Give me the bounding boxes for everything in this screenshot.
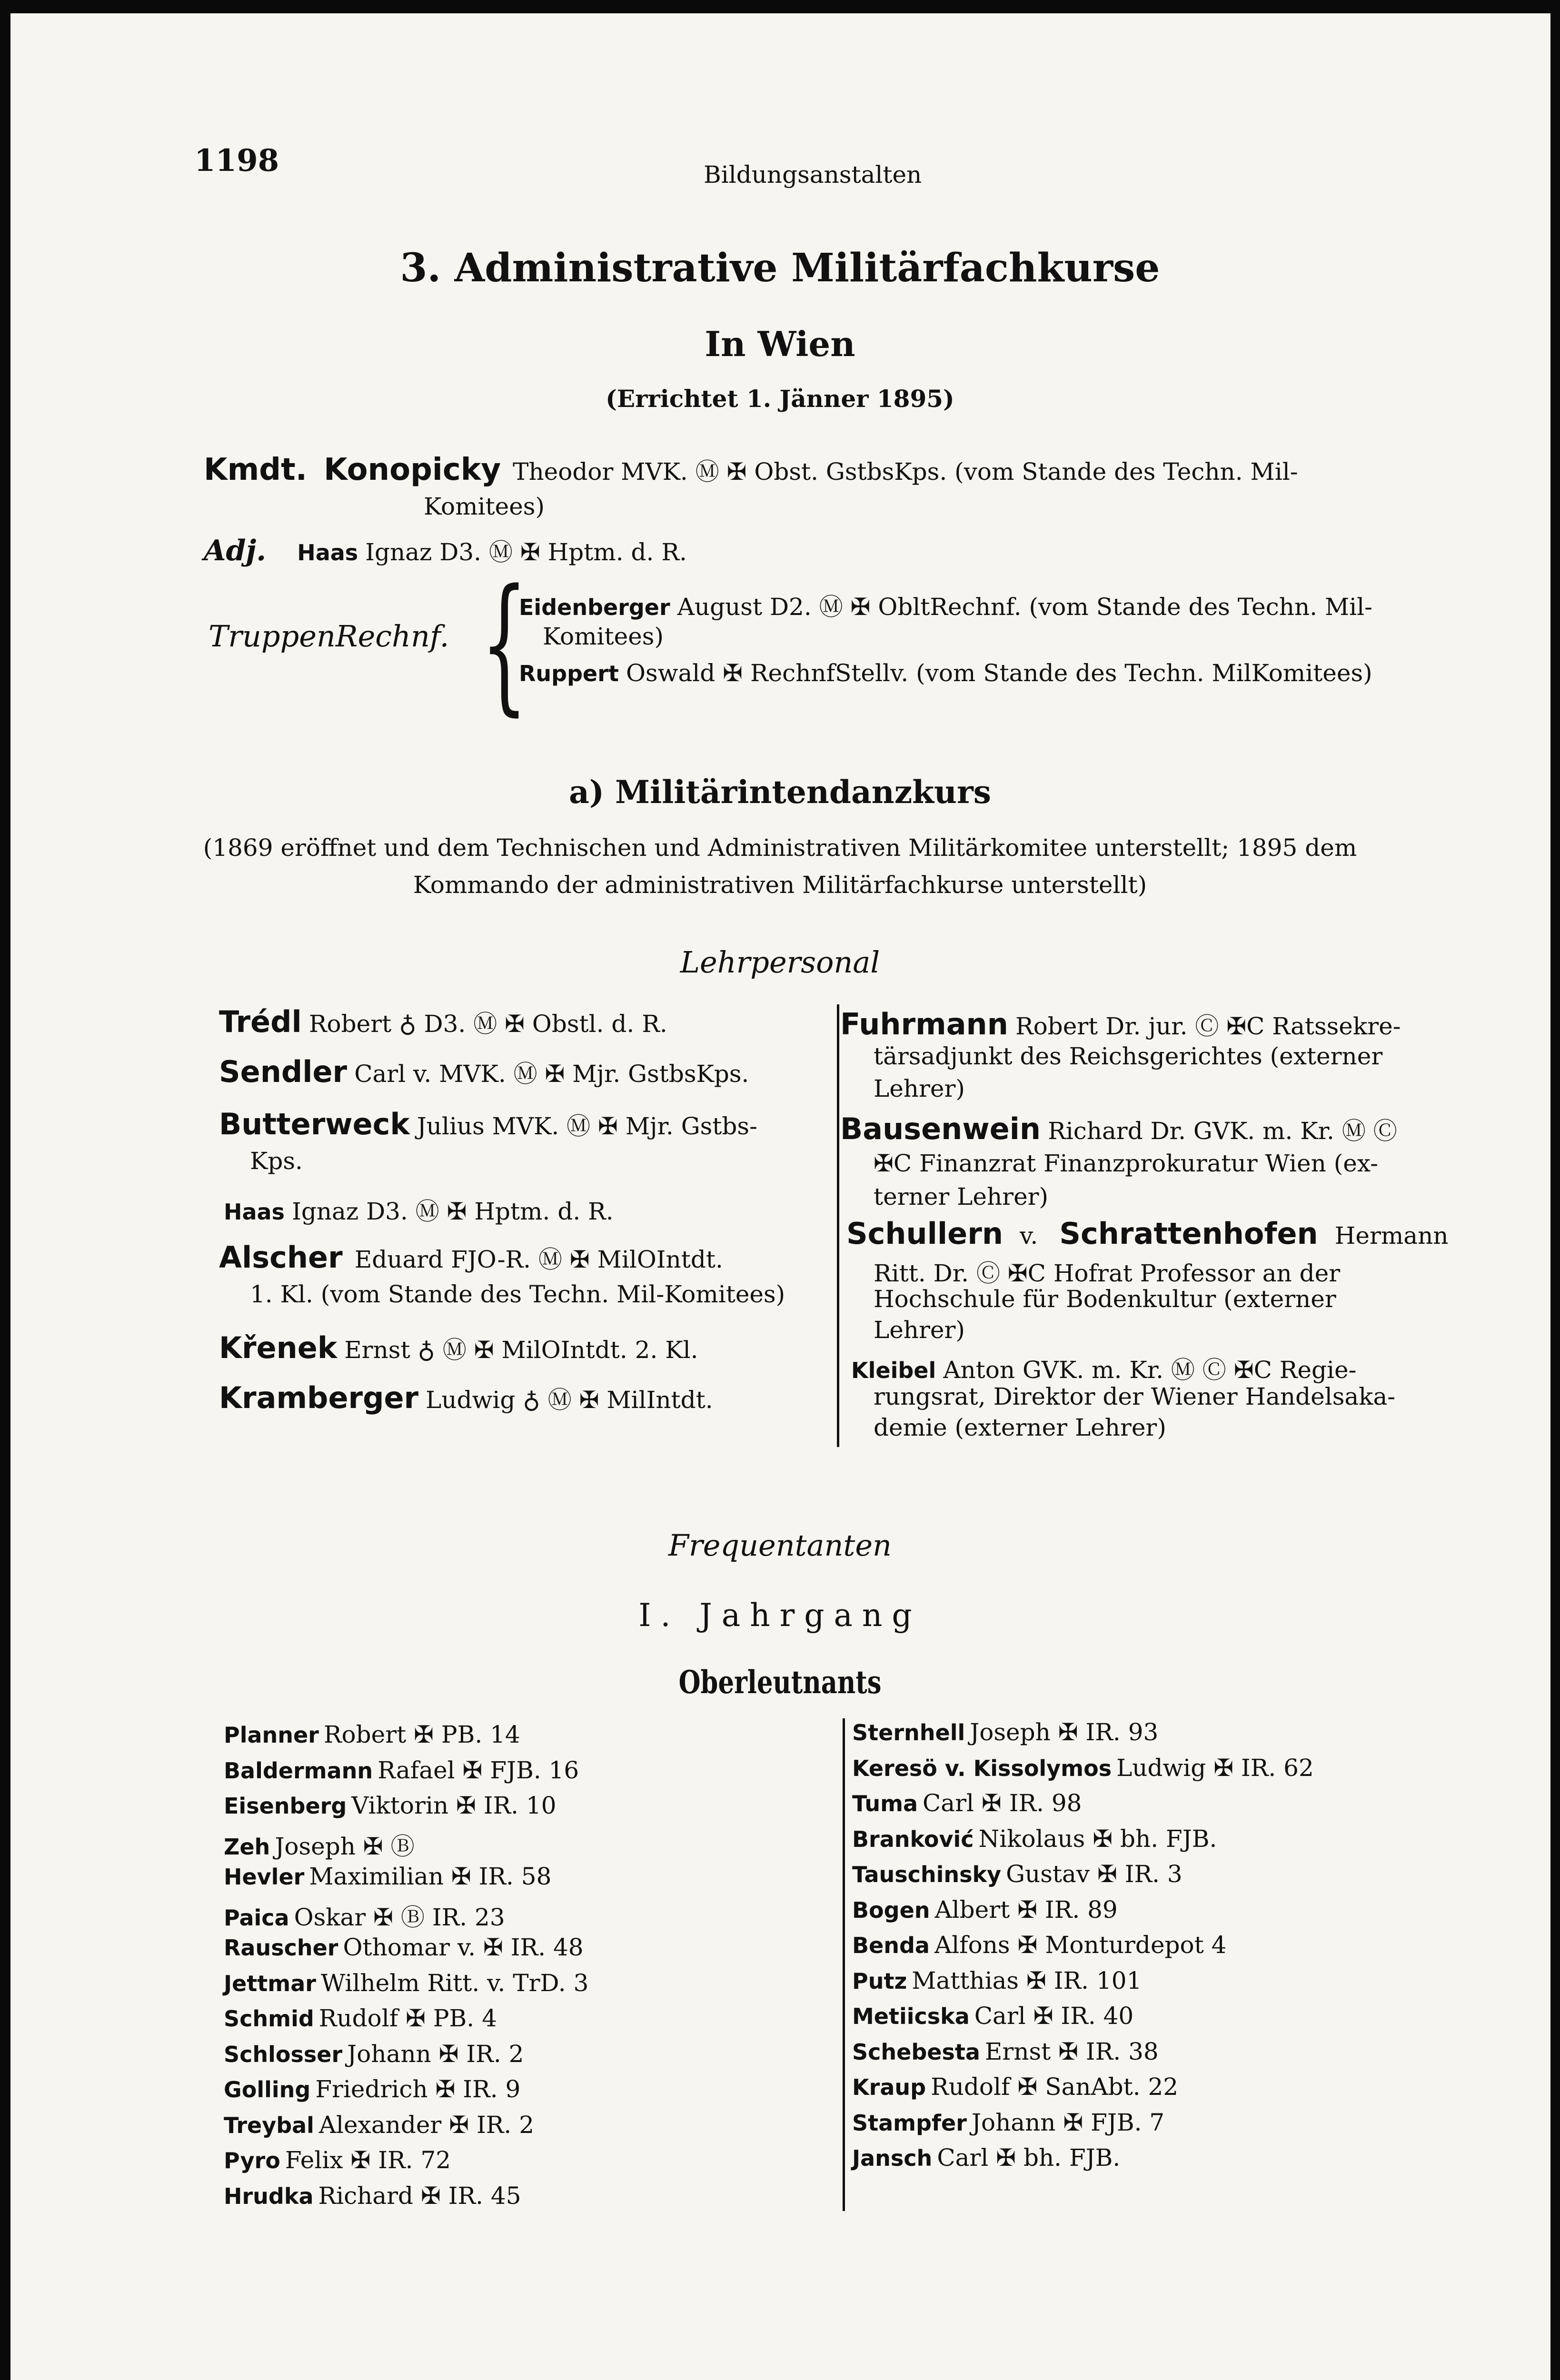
subsection-note-2: Kommando der administrativen Militärfachkurse unterstellt)	[413, 871, 1147, 899]
section-established: (Errichtet 1. Jänner 1895)	[606, 385, 954, 413]
teacher-butterweck	[219, 1107, 757, 1141]
student-name: Schebesta	[852, 2039, 980, 2065]
teacher-name: Kramberger	[219, 1380, 419, 1415]
teacher-name: Schrattenhofen	[1059, 1216, 1318, 1251]
student-name: Tuma	[852, 1791, 918, 1816]
subsection-title: a) Militärintendanzkurs	[569, 774, 991, 811]
teacher-kleibel	[851, 1351, 1356, 1385]
student-text: Matthias ✠ IR. 101	[912, 1966, 1142, 1994]
running-title: Bildungsanstalten	[704, 161, 922, 188]
student-row	[852, 1789, 1082, 1817]
student-name: Jettmar	[224, 1970, 316, 1996]
student-row	[224, 1863, 551, 1890]
teacher-text-cont: Lehrer)	[874, 1075, 965, 1102]
teacher-sendler	[219, 1054, 749, 1089]
student-row	[852, 1754, 1314, 1782]
student-row	[852, 2002, 1133, 2030]
teacher-text-cont: Lehrer)	[874, 1316, 965, 1344]
adj-text: Ignaz D3. Ⓜ ✠ Hptm. d. R.	[365, 538, 687, 566]
student-text: Ernst ✠ IR. 38	[984, 2037, 1159, 2065]
student-row	[224, 1898, 505, 1933]
student-name: Paica	[224, 1904, 289, 1931]
teacher-text: Hermann	[1334, 1222, 1449, 1250]
student-text: Carl ✠ bh. FJB.	[937, 2144, 1121, 2172]
frequentanten-heading: Frequentanten	[668, 1528, 892, 1563]
student-text: Rudolf ✠ PB. 4	[318, 2004, 497, 2032]
student-text: Oskar ✠ Ⓑ IR. 23	[294, 1903, 505, 1931]
adj-entry	[204, 533, 687, 567]
student-row	[852, 1967, 1142, 1994]
student-row	[224, 2182, 521, 2210]
student-name: Treybal	[224, 2112, 314, 2138]
student-text: Nikolaus ✠ bh. FJB.	[978, 1825, 1217, 1853]
student-text: Alfons ✠ Monturdepot 4	[934, 1931, 1227, 1959]
student-name: Sternhell	[852, 1720, 965, 1745]
student-text: Rudolf ✠ SanAbt. 22	[931, 2073, 1179, 2101]
column-divider	[837, 1004, 839, 1447]
adj-name: Haas	[297, 540, 358, 565]
teacher-text-cont: Kps.	[250, 1147, 303, 1175]
teacher-haas	[224, 1192, 614, 1227]
student-name: Stampfer	[852, 2110, 967, 2136]
student-name: Schlosser	[224, 2041, 343, 2067]
student-row	[852, 2038, 1159, 2065]
student-text: Richard ✠ IR. 45	[318, 2182, 521, 2210]
kmdt-name: Konopicky	[324, 452, 501, 487]
student-text: Alexander ✠ IR. 2	[318, 2111, 535, 2139]
teacher-kramberger	[219, 1380, 713, 1415]
teacher-text: v.	[1020, 1222, 1038, 1250]
student-row	[852, 1825, 1217, 1853]
student-name: Kraup	[852, 2074, 926, 2100]
rank-heading: Oberleutnants	[678, 1664, 882, 1701]
teacher-text: Julius MVK. Ⓜ ✠ Mjr. Gstbs-	[417, 1112, 757, 1140]
rechnf1-name: Eidenberger	[519, 595, 670, 620]
student-name: Rauscher	[224, 1935, 338, 1961]
rechnf1-line1: August D2. Ⓜ ✠ ObltRechnf. (vom Stande des Techn. Mil-	[677, 593, 1373, 621]
student-text: Johann ✠ FJB. 7	[971, 2108, 1165, 2136]
lehrpersonal-heading: Lehrpersonal	[680, 945, 880, 980]
teacher-name: Křenek	[219, 1330, 338, 1365]
student-row	[224, 2111, 534, 2139]
teacher-text-cont: demie (externer Lehrer)	[874, 1414, 1166, 1441]
teacher-name: Fuhrmann	[840, 1007, 1008, 1041]
rechnf2-entry	[519, 659, 1372, 687]
teacher-name: Alscher	[219, 1240, 343, 1275]
student-row	[224, 1827, 415, 1862]
student-name: Jansch	[852, 2145, 933, 2171]
rechnf2-name: Ruppert	[519, 661, 619, 686]
teacher-bausenwein	[840, 1111, 1397, 1146]
student-text: Joseph ✠ Ⓑ	[275, 1832, 415, 1860]
teacher-schullern	[846, 1216, 1449, 1251]
student-name: Hrudka	[224, 2183, 314, 2209]
student-text: Carl ✠ IR. 98	[923, 1789, 1082, 1817]
student-text: Maximilian ✠ IR. 58	[309, 1863, 552, 1890]
jahrgang-heading: I. Jahrgang	[638, 1597, 922, 1634]
teacher-text-cont: terner Lehrer)	[874, 1183, 1049, 1210]
student-name: Golling	[224, 2077, 311, 2102]
rechnf2-text: Oswald ✠ RechnfStellv. (vom Stande des Techn. MilKomitees)	[626, 659, 1372, 687]
student-text: Rafael ✠ FJB. 16	[378, 1756, 579, 1784]
kmdt-line2: Komitees)	[424, 493, 545, 520]
teacher-name: Sendler	[219, 1054, 348, 1089]
adj-label: Adj.	[204, 534, 267, 567]
teacher-text: Carl v. MVK. Ⓜ ✠ Mjr. GstbsKps.	[354, 1060, 749, 1088]
teacher-text: Richard Dr. GVK. m. Kr. Ⓜ Ⓒ	[1048, 1117, 1397, 1145]
teacher-text: Eduard FJO-R. Ⓜ ✠ MilOIntdt.	[354, 1246, 723, 1273]
teacher-text-cont: rungsrat, Direktor der Wiener Handelsaka-	[874, 1383, 1396, 1410]
student-row	[852, 2109, 1164, 2136]
teacher-text-cont: Ritt. Dr. Ⓒ ✠C Hofrat Professor an der	[874, 1259, 1341, 1287]
teacher-text-cont: Hochschule für Bodenkultur (externer	[874, 1285, 1336, 1313]
teacher-text: Ludwig ♁ Ⓜ ✠ MilIntdt.	[426, 1386, 713, 1414]
brace: {	[481, 558, 528, 730]
truppen-label: TruppenRechnf.	[209, 619, 449, 654]
section-title: 3. Administrative Militärfachkurse	[400, 245, 1160, 291]
student-text: Wilhelm Ritt. v. TrD. 3	[320, 1969, 589, 1997]
student-name: Planner	[224, 1722, 319, 1748]
student-text: Joseph ✠ IR. 93	[970, 1718, 1159, 1746]
student-name: Benda	[852, 1933, 930, 1958]
teacher-text-cont: tärsadjunkt des Reichsgerichtes (externer	[874, 1042, 1383, 1070]
student-name: Bogen	[852, 1897, 930, 1923]
section-location: In Wien	[705, 324, 855, 364]
rechnf1-line2: Komitees)	[543, 623, 664, 650]
teacher-name: Kleibel	[851, 1358, 936, 1383]
student-text: Othomar v. ✠ IR. 48	[343, 1934, 584, 1961]
student-row	[224, 2004, 497, 2032]
student-text: Carl ✠ IR. 40	[974, 2002, 1134, 2030]
student-text: Friedrich ✠ IR. 9	[315, 2075, 521, 2103]
student-row	[852, 2073, 1178, 2101]
student-name: Schmid	[224, 2006, 314, 2032]
student-text: Felix ✠ IR. 72	[285, 2146, 451, 2174]
subsection-note-1: (1869 eröffnet und dem Technischen und Administrativen Militärkomitee unterstellt; 1895 dem	[203, 834, 1357, 862]
kmdt-entry	[204, 452, 1298, 487]
student-row	[852, 1931, 1226, 1959]
student-row	[224, 1934, 584, 1961]
student-divider	[843, 1718, 845, 2211]
student-text: Johann ✠ IR. 2	[347, 2040, 524, 2068]
kmdt-label: Kmdt.	[204, 452, 307, 487]
student-row	[224, 1792, 556, 1819]
student-row	[224, 2075, 520, 2103]
student-text: Viktorin ✠ IR. 10	[351, 1792, 556, 1819]
student-row	[224, 1721, 520, 1748]
student-text: Ludwig ✠ IR. 62	[1116, 1754, 1314, 1782]
student-name: Putz	[852, 1968, 907, 1994]
page-number: 1198	[194, 143, 279, 178]
teacher-fuhrmann	[840, 1007, 1401, 1041]
teacher-text-cont: ✠C Finanzrat Finanzprokuratur Wien (ex-	[874, 1150, 1379, 1177]
teacher-name: Bausenwein	[840, 1111, 1041, 1146]
teacher-tredl	[219, 1004, 667, 1039]
kmdt-line1: Theodor MVK. Ⓜ ✠ Obst. GstbsKps. (vom Stande des Techn. Mil-	[513, 458, 1298, 486]
student-text: Albert ✠ IR. 89	[934, 1895, 1118, 1924]
student-name: Branković	[852, 1826, 974, 1852]
teacher-text: Robert Dr. jur. Ⓒ ✠C Ratssekre-	[1015, 1012, 1401, 1040]
student-name: Tauschinsky	[852, 1862, 1002, 1887]
teacher-text: Anton GVK. m. Kr. Ⓜ Ⓒ ✠C Regie-	[943, 1356, 1357, 1384]
teacher-text: Robert ♁ D3. Ⓜ ✠ Obstl. d. R.	[308, 1010, 667, 1038]
teacher-text: Ernst ♁ Ⓜ ✠ MilOIntdt. 2. Kl.	[344, 1336, 698, 1364]
student-name: Metiicska	[852, 2003, 970, 2029]
student-row	[224, 1969, 588, 1997]
student-name: Pyro	[224, 2148, 280, 2173]
student-name: Keresö v. Kissolymos	[852, 1755, 1112, 1781]
student-text: Gustav ✠ IR. 3	[1006, 1860, 1182, 1888]
student-row	[852, 2144, 1120, 2172]
student-text: Robert ✠ PB. 14	[323, 1721, 520, 1748]
teacher-name: Schullern	[846, 1216, 1003, 1251]
student-row	[224, 2040, 524, 2068]
teacher-name: Trédl	[219, 1004, 302, 1039]
student-name: Zeh	[224, 1834, 270, 1860]
teacher-name: Haas	[224, 1199, 285, 1225]
teacher-krenek	[219, 1330, 698, 1365]
teacher-alscher	[219, 1240, 723, 1275]
student-row	[852, 1718, 1158, 1746]
student-row	[852, 1896, 1118, 1924]
student-name: Baldermann	[224, 1757, 373, 1784]
student-name: Eisenberg	[224, 1793, 347, 1819]
teacher-text-cont: 1. Kl. (vom Stande des Techn. Mil-Komitees)	[250, 1280, 785, 1308]
teacher-text: Ignaz D3. Ⓜ ✠ Hptm. d. R.	[292, 1198, 614, 1225]
rechnf1-entry	[519, 588, 1372, 622]
student-row	[224, 2146, 451, 2174]
teacher-name: Butterweck	[219, 1107, 410, 1141]
student-name: Hevler	[224, 1864, 305, 1890]
student-row	[852, 1860, 1182, 1888]
student-row	[224, 1756, 579, 1784]
